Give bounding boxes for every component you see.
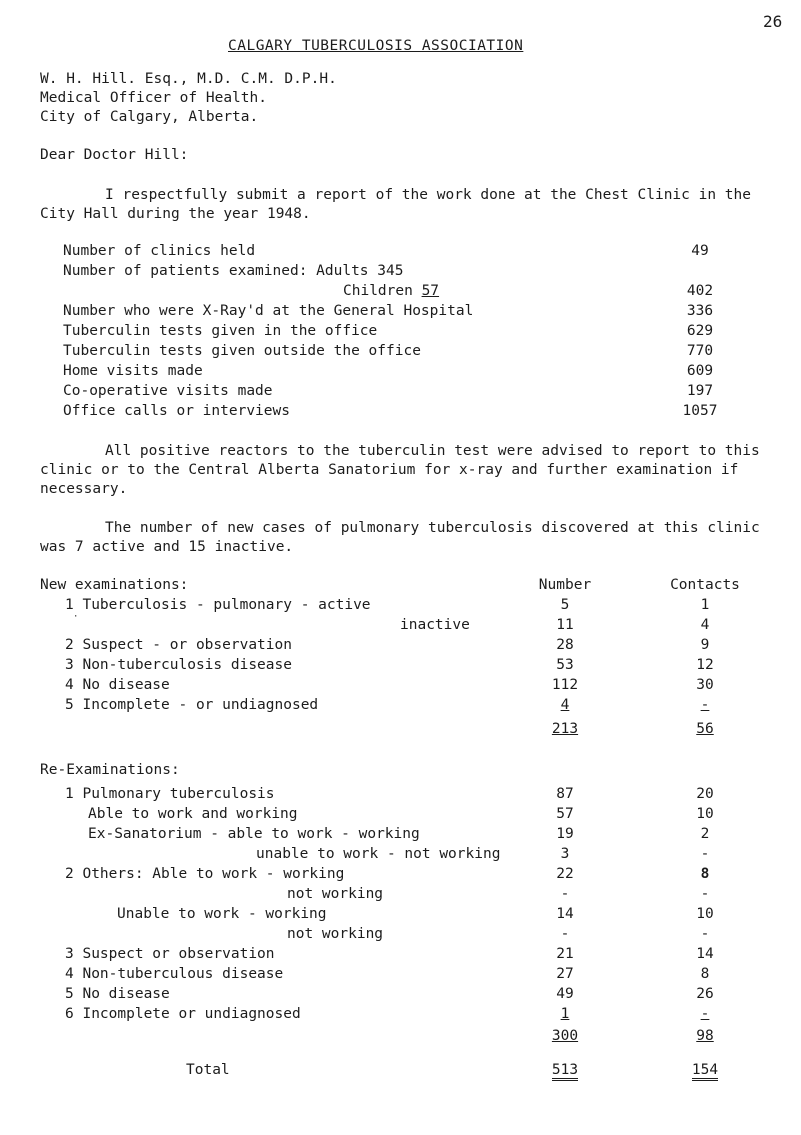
new-exam-row-label: 1 Tuberculosis - pulmonary - active <box>65 597 371 613</box>
re-exam-row-number: 27 <box>556 966 574 982</box>
new-exam-row-number: 4 <box>560 697 570 713</box>
grand-total-label: Total <box>186 1062 230 1078</box>
new-exam-row-label: 4 No disease <box>65 677 170 693</box>
grand-total-contacts: 154 <box>675 1062 735 1078</box>
re-exam-row-label: 6 Incomplete or undiagnosed <box>65 1006 301 1022</box>
re-exam-row-number: - <box>560 926 570 942</box>
re-exam-row-number: 57 <box>556 806 574 822</box>
re-exam-row-contacts: - <box>700 1006 710 1022</box>
re-exam-row-label: Able to work and working <box>88 806 298 822</box>
re-exam-row-label: Unable to work - working <box>117 906 327 922</box>
intro-paragraph: I respectfully submit a report of the work done at the Chest Clinic in the City Hall during the year 1948. <box>40 187 752 222</box>
re-exam-row-number: 14 <box>556 906 574 922</box>
summary-label-8: Office calls or interviews <box>63 403 290 419</box>
re-exam-row-contacts: - <box>700 926 710 942</box>
re-exam-row-label: 3 Suspect or observation <box>65 946 275 962</box>
new-exam-col-contacts: Contacts <box>670 577 740 593</box>
re-exam-row-label: 5 No disease <box>65 986 170 1002</box>
re-exam-row-label: unable to work - not working <box>256 846 501 862</box>
re-exam-row-label: not working <box>287 926 384 942</box>
summary-value-0: 49 <box>691 243 709 259</box>
summary-label-2: Children 57 <box>343 283 440 299</box>
new-cases-paragraph: The number of new cases of pulmonary tuberculosis discovered at this clinic was 7 active and 15 inactive. <box>40 520 760 555</box>
new-exam-row-label: 5 Incomplete - or undiagnosed <box>65 697 319 713</box>
bullet-mark: · <box>73 612 79 622</box>
re-exam-row-number: 3 <box>560 846 570 862</box>
new-exam-row-number: 11 <box>556 617 574 633</box>
page-number: 26 <box>763 12 783 31</box>
summary-value-8: 1057 <box>682 403 718 419</box>
summary-value-3: 336 <box>686 303 714 319</box>
re-exam-total-contacts: 98 <box>696 1028 714 1044</box>
re-exam-row-number: 49 <box>556 986 574 1002</box>
re-exam-row-label: 1 Pulmonary tuberculosis <box>65 786 275 802</box>
summary-label-3: Number who were X-Ray'd at the General Hospital <box>63 303 474 319</box>
new-exam-total-contacts: 56 <box>696 721 714 737</box>
new-exam-row-contacts: 9 <box>700 637 710 653</box>
new-exam-heading: New examinations: <box>40 577 189 593</box>
grand-total-number: 513 <box>535 1062 595 1078</box>
positive-reactors-paragraph: All positive reactors to the tuberculin test were advised to report to this clinic or to the Central Alberta Sanatorium for x-ray and further examination if necessary. <box>40 443 760 497</box>
re-exam-row-number: 22 <box>556 866 574 882</box>
new-exam-row-number: 112 <box>551 677 579 693</box>
re-exam-row-contacts: 20 <box>696 786 714 802</box>
re-exam-row-contacts: 8 <box>700 866 710 882</box>
summary-value-5: 770 <box>686 343 714 359</box>
new-exam-row-label: 3 Non-tuberculosis disease <box>65 657 292 673</box>
re-exam-row-contacts: 8 <box>700 966 710 982</box>
new-exam-row-contacts: 1 <box>700 597 710 613</box>
new-exam-row-number: 28 <box>556 637 574 653</box>
new-exam-row-contacts: 4 <box>700 617 710 633</box>
re-exam-row-number: 21 <box>556 946 574 962</box>
re-exam-row-contacts: 26 <box>696 986 714 1002</box>
new-exam-col-number: Number <box>538 577 592 593</box>
new-exam-row-contacts: - <box>700 697 710 713</box>
re-exam-row-number: 19 <box>556 826 574 842</box>
re-exam-row-number: - <box>560 886 570 902</box>
summary-label-0: Number of clinics held <box>63 243 256 259</box>
address-line-3: City of Calgary, Alberta. <box>40 109 259 125</box>
re-exam-total-number: 300 <box>551 1028 579 1044</box>
summary-value-6: 609 <box>686 363 714 379</box>
re-exam-heading: Re-Examinations: <box>40 762 180 778</box>
document-title: CALGARY TUBERCULOSIS ASSOCIATION <box>228 38 524 54</box>
summary-value-4: 629 <box>686 323 714 339</box>
re-exam-row-number: 1 <box>560 1006 570 1022</box>
summary-label-6: Home visits made <box>63 363 203 379</box>
address-line-1: W. H. Hill. Esq., M.D. C.M. D.P.H. <box>40 71 337 87</box>
re-exam-row-contacts: 14 <box>696 946 714 962</box>
summary-label-5: Tuberculin tests given outside the office <box>63 343 421 359</box>
re-exam-row-contacts: 10 <box>696 906 714 922</box>
re-exam-row-label: not working <box>287 886 384 902</box>
re-exam-row-contacts: - <box>700 886 710 902</box>
new-exam-row-number: 5 <box>560 597 570 613</box>
new-exam-row-label: inactive <box>400 617 470 633</box>
summary-value-2: 402 <box>686 283 714 299</box>
summary-value-7: 197 <box>686 383 714 399</box>
summary-label-4: Tuberculin tests given in the office <box>63 323 378 339</box>
summary-label-7: Co-operative visits made <box>63 383 273 399</box>
re-exam-row-label: 4 Non-tuberculous disease <box>65 966 284 982</box>
new-exam-row-contacts: 30 <box>696 677 714 693</box>
re-exam-row-contacts: 10 <box>696 806 714 822</box>
re-exam-row-label: Ex-Sanatorium - able to work - working <box>88 826 420 842</box>
re-exam-row-number: 87 <box>556 786 574 802</box>
new-exam-row-contacts: 12 <box>696 657 714 673</box>
re-exam-row-contacts: 2 <box>700 826 710 842</box>
address-line-2: Medical Officer of Health. <box>40 90 267 106</box>
salutation: Dear Doctor Hill: <box>40 147 189 163</box>
new-exam-total-number: 213 <box>551 721 579 737</box>
re-exam-row-contacts: - <box>700 846 710 862</box>
new-exam-row-number: 53 <box>556 657 574 673</box>
summary-label-1: Number of patients examined: Adults 345 <box>63 263 404 279</box>
re-exam-row-label: 2 Others: Able to work - working <box>65 866 345 882</box>
new-exam-row-label: 2 Suspect - or observation <box>65 637 292 653</box>
